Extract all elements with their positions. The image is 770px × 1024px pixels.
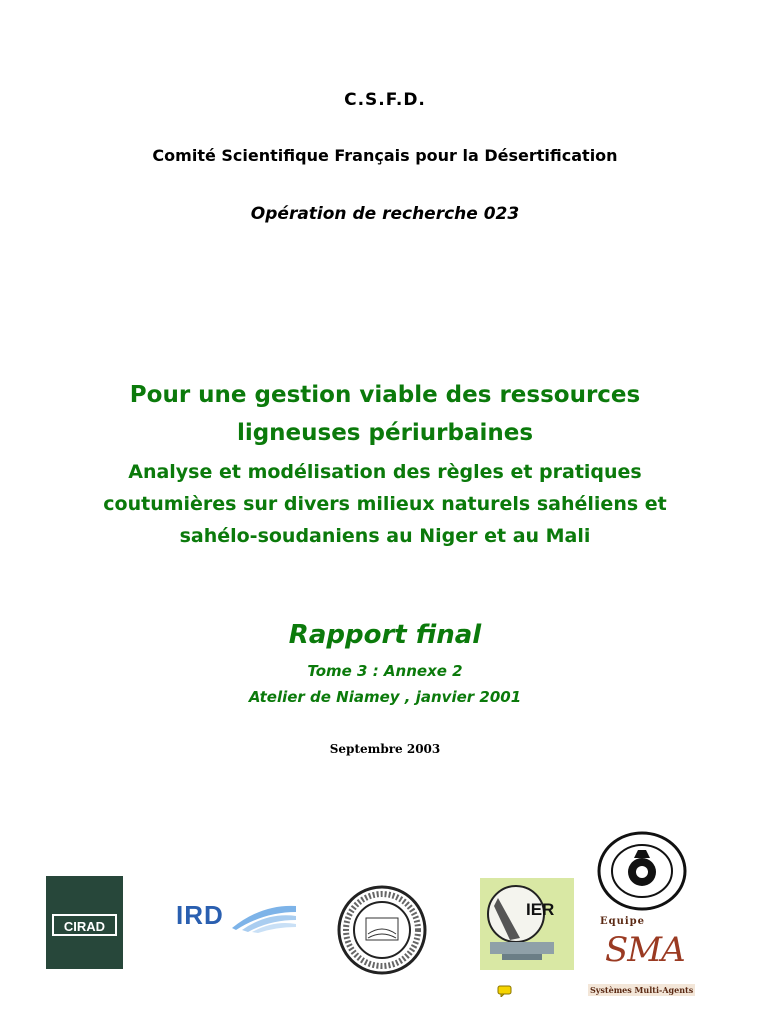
sma-subtitle: Systèmes Multi-Agents: [590, 985, 694, 995]
operation-label: Opération de recherche 023: [250, 204, 520, 224]
university-seal-icon: [336, 884, 428, 976]
gear-seal-icon: [596, 830, 688, 912]
institution-seal-logo: [596, 830, 688, 912]
subtitle-line2: coutumières sur divers milieux naturels sahéliens et: [103, 493, 667, 515]
main-title: [0, 376, 770, 452]
cirad-logo-text: CIRAD: [52, 914, 117, 936]
subtitle-line1: Analyse et modélisation des règles et pratiques: [128, 461, 642, 483]
sma-equipe-label: Equipe: [600, 916, 646, 927]
comment-icon[interactable]: [497, 982, 513, 994]
ier-logo-text: IER: [526, 900, 555, 919]
org-name: Comité Scientifique Français pour la Désertification: [152, 146, 618, 165]
publication-date: Septembre 2003: [329, 742, 441, 756]
atelier-label: Atelier de Niamey , janvier 2001: [248, 688, 522, 706]
subtitle: [0, 456, 770, 552]
sma-logo: SMA: [605, 930, 685, 970]
university-seal-logo: [336, 884, 428, 976]
ier-logo: [480, 878, 574, 970]
report-title: Rapport final: [288, 620, 482, 650]
ird-logo: [172, 900, 296, 934]
main-title-line1: Pour une gestion viable des ressources: [129, 382, 641, 408]
org-acronym: C.S.F.D.: [344, 90, 426, 110]
ier-emblem-icon: [480, 878, 574, 970]
cirad-logo: [46, 876, 123, 969]
tome-label: Tome 3 : Annexe 2: [307, 662, 463, 680]
subtitle-line3: sahélo-soudaniens au Niger et au Mali: [179, 525, 591, 547]
ird-logo-text: IRD: [176, 900, 224, 930]
main-title-line2: ligneuses périurbaines: [236, 420, 534, 446]
